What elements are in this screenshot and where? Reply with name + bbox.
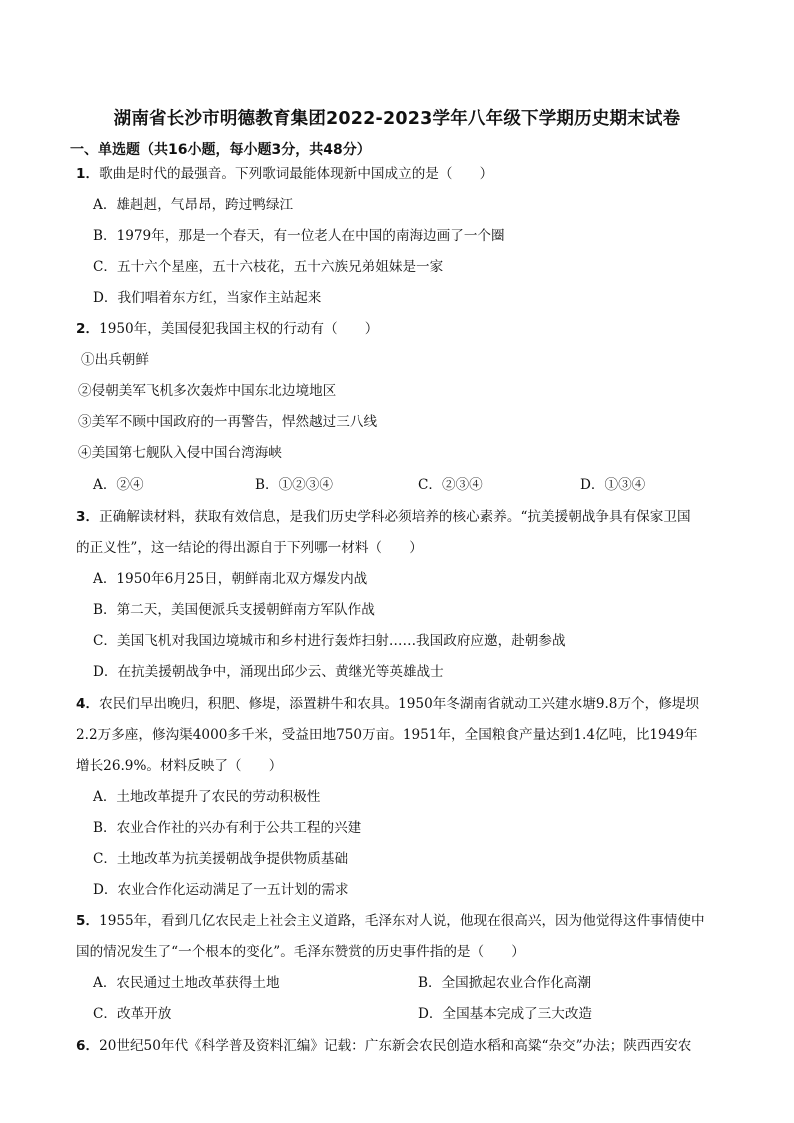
question-3-option-d: D．在抗美援朝战争中，涌现出邱少云、黄继光等英雄战士: [93, 664, 444, 680]
question-2-option-b: B．①②③④: [255, 477, 333, 493]
question-1-number: 1．: [76, 166, 100, 182]
question-4-option-b: B．农业合作社的兴办有利于公共工程的兴建: [93, 820, 362, 836]
question-4-option-d: D．农业合作化运动满足了一五计划的需求: [93, 882, 349, 898]
question-3-option-a: A．1950年6月25日，朝鲜南北双方爆发内战: [93, 571, 368, 587]
question-5-stem-line-2: 国的情况发生了“一个根本的变化”。毛泽东赞赏的历史事件指的是（ ）: [76, 944, 525, 960]
question-3-option-c: C．美国飞机对我国边境城市和乡村进行轰炸扫射……我国政府应邀，赴朝参战: [93, 633, 566, 649]
question-2-statement-4: ④美国第七舰队入侵中国台湾海峡: [78, 445, 282, 461]
question-4-stem-line-2: 2.2万多座，修沟渠4000多千米，受益田地750万亩。1951年，全国粮食产量达到1.4亿吨，比1949年: [76, 727, 698, 743]
question-4-option-c: C．土地改革为抗美援朝战争提供物质基础: [93, 851, 349, 867]
question-3-stem-line-2: 的正义性”，这一结论的得出源自于下列哪一材料（ ）: [76, 540, 423, 556]
question-3-number: 3．: [76, 509, 100, 525]
question-6-stem-line-1: 6．20世纪50年代《科学普及资料汇编》记载：广东新会农民创造水稻和高粱“杂交”办法；陕西西安农: [76, 1038, 692, 1054]
question-1-option-d: D．我们唱着东方红，当家作主站起来: [93, 290, 322, 306]
question-2-option-c: C．②③④: [418, 477, 483, 493]
question-2-options: [93, 475, 733, 495]
question-1-option-c: C．五十六个星座，五十六枝花，五十六族兄弟姐妹是一家: [93, 259, 444, 275]
question-4-number: 4．: [76, 696, 100, 712]
question-5-options-row-2: [93, 1004, 733, 1024]
question-3-stem-line-1: 3．正确解读材料，获取有效信息，是我们历史学科必须培养的核心素养。“抗美援朝战争具有保家卫国: [76, 509, 691, 525]
question-5-stem-line-1: 5．1955年，看到几亿农民走上社会主义道路，毛泽东对人说，他现在很高兴，因为他觉得这件事情使中: [76, 913, 705, 929]
question-5-option-c: C．改革开放: [93, 1006, 172, 1022]
question-1-option-a: A．雄赳赳，气昂昂，跨过鸭绿江: [93, 197, 294, 213]
question-6-number: 6．: [76, 1038, 100, 1054]
question-1-option-b: B．1979年，那是一个春天，有一位老人在中国的南海边画了一个圈: [93, 228, 505, 244]
question-2-stem: 2．1950年，美国侵犯我国主权的行动有（ ）: [76, 321, 379, 337]
question-2-number: 2．: [76, 321, 100, 337]
section-heading: 一、单选题（共16小题，每小题3分，共48分）: [70, 142, 371, 158]
question-5-option-a: A．农民通过土地改革获得土地: [93, 975, 280, 991]
question-2-option-a: A．②④: [93, 477, 144, 493]
question-5-option-d: D．全国基本完成了三大改造: [418, 1006, 593, 1022]
question-3-option-b: B．第二天，美国便派兵支援朝鲜南方军队作战: [93, 602, 375, 618]
question-5-number: 5．: [76, 913, 100, 929]
question-2-option-d: D．①③④: [580, 477, 646, 493]
exam-title: 湖南省长沙市明德教育集团2022-2023学年八年级下学期历史期末试卷: [113, 109, 681, 129]
question-5-options-row-1: [93, 973, 733, 993]
question-4-stem-line-1: 4．农民们早出晚归，积肥、修堤，添置耕牛和农具。1950年冬湖南省就动工兴建水塘9.8万个，修堤坝: [76, 696, 700, 712]
question-2-statement-2: ②侵朝美军飞机多次轰炸中国东北边境地区: [78, 383, 337, 399]
question-4-option-a: A．土地改革提升了农民的劳动积极性: [93, 789, 321, 805]
question-4-stem-line-3: 增长26.9%。材料反映了（ ）: [76, 758, 283, 774]
question-2-statement-1: ①出兵朝鲜: [81, 352, 149, 368]
question-2-statement-3: ③美军不顾中国政府的一再警告，悍然越过三八线: [78, 414, 378, 430]
question-1-stem: 1．歌曲是时代的最强音。下列歌词最能体现新中国成立的是（ ）: [76, 166, 494, 182]
question-5-option-b: B．全国掀起农业合作化高潮: [418, 975, 592, 991]
